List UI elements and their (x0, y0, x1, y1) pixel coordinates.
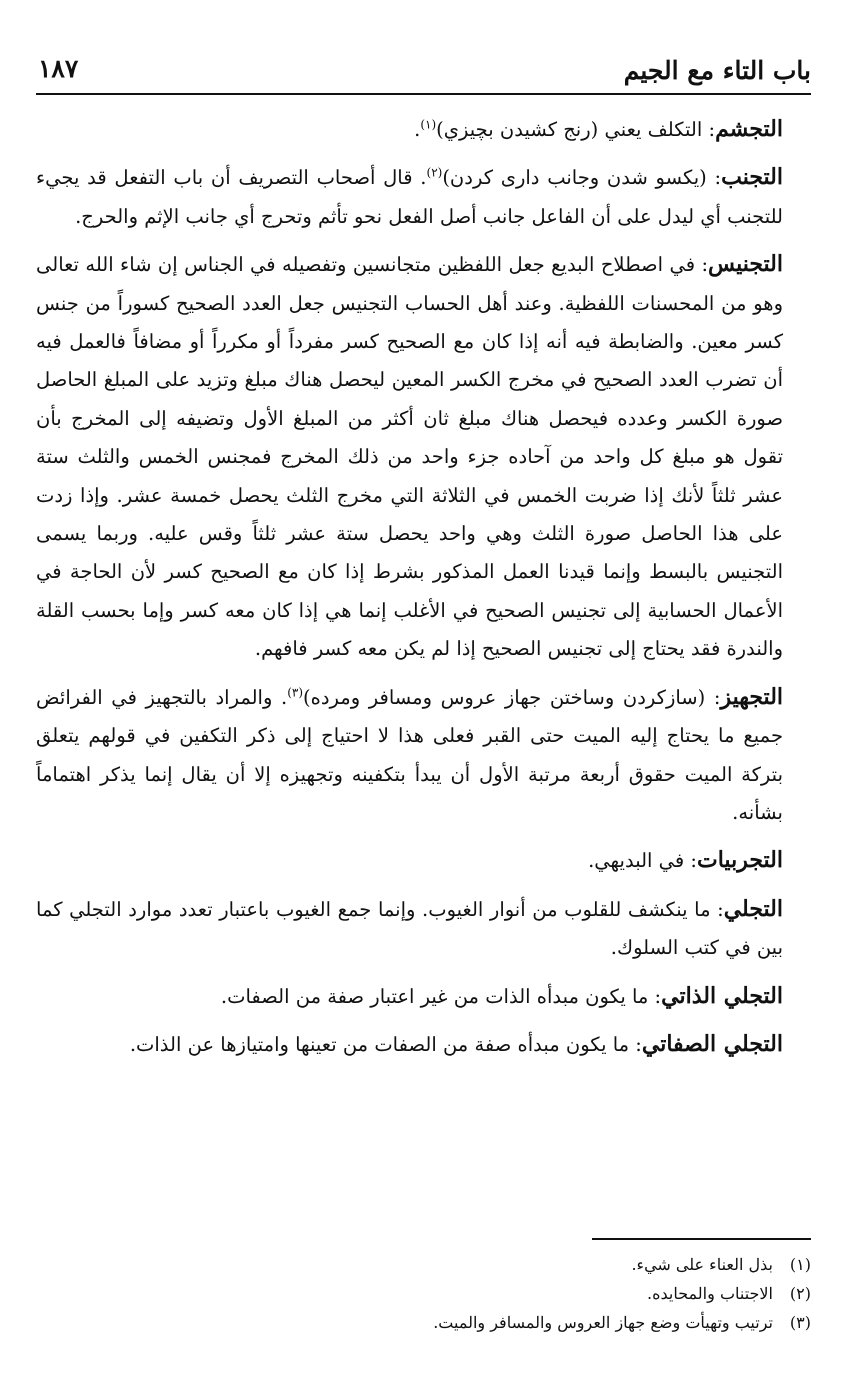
entry-tajannub (36, 158, 811, 236)
entry-tajhiz (36, 678, 811, 833)
entry-text: التكلف يعني (رنج كشيدن بچيزي) (436, 118, 703, 141)
footnote-text: بذل العناء على شيء. (631, 1255, 773, 1274)
entry-term: التجربيات (697, 847, 783, 874)
entry-tajashshum (36, 110, 811, 149)
entry-term: التجهيز (720, 683, 784, 710)
entry-text: ما يكون مبدأه صفة من الصفات من تعينها وامتيازها عن الذات. (129, 1032, 630, 1056)
footnote-ref[interactable]: (١) (420, 117, 437, 132)
footnote-divider (592, 1238, 811, 1240)
entry-term: التجنب (721, 164, 783, 191)
footnote-number: (١) (789, 1255, 811, 1274)
entry-text: في اصطلاح البديع جعل اللفظين متجانسين وتفصيله في الجناس إن شاء الله تعالى وهو من المحسنات اللفظية. وعند أهل الحساب التجنيس جعل العدد الصحيح كسوراً من جنس كسر معين. والضابطة فيه أنه إذا كان مع الصحيح كسر مفرداً أو مكرراً أو مضافاً فالعمل فيه أن تضرب العدد الصحيح في مخرج الكسر المعين ليحصل هناك مبلغ وتزيد على المبلغ الحاصل صورة الكسر وعدده فيحصل هناك مبلغ ثان أكثر من المبلغ الأول وتضيفه إلى المخرج بأن تقول هو مبلغ كل واحد من آحاده جزء واحد من ذلك المخرج فمجنس الخمس والثلث ستة عشر ثلثاً لأنك إذا ضربت الخمس في الثلاثة التي مخرج الثلث يحصل خمسة عشر. وإذا زدت على هذا الحاصل صورة الثلث وهي واحد يحصل ستة عشر ثلثاً وقس عليه. وربما يسمى التجنيس بالبسط وإنما قيدنا العمل المذكور بشرط إذا كان مع الصحيح كسر لأن الحاجة في الأعمال الحسابية إلى تجنيس الصحيح في الأغلب إنما هي إذا كان معه كسر وإما بحسب القلة والندرة فقد يحتاج إلى تجنيس الصحيح إذا لم يكن معه كسر فافهم. (36, 253, 783, 661)
entry-separator: : (706, 166, 722, 190)
entry-text-after: . قال أصحاب التصريف أن باب التفعل قد يجيء للتجنب أي ليدل على أن الفاعل جانب أصل الفعل نحو تأثم وتحرج أي جانب الإثم والحرج. (36, 166, 783, 228)
footnote-number: (٢) (789, 1284, 811, 1303)
footnote-item (36, 1250, 811, 1279)
footnote-text: الاجتناب والمحايده. (647, 1284, 773, 1303)
footnotes (36, 1250, 811, 1337)
entry-separator: : (702, 118, 716, 141)
entry-term: التجشم (715, 116, 783, 142)
entry-term: التجنيس (708, 251, 783, 278)
page-header (36, 52, 811, 92)
entry-tajalli (36, 890, 811, 968)
entry-term: التجلي الذاتي (661, 982, 783, 1009)
footnote-number: (٣) (789, 1313, 811, 1332)
entry-text: ما يكون مبدأه الذات من غير اعتبار صفة من الصفات. (220, 984, 649, 1008)
entry-text: (يكسو شدن وجانب داری کردن) (442, 166, 707, 190)
entry-tajnis (36, 245, 811, 668)
entry-separator: : (710, 897, 724, 921)
entry-separator: : (684, 849, 698, 873)
entry-text: (سازكردن وساختن جهاز عروس ومسافر ومرده) (303, 685, 706, 709)
entry-term: التجلي الصفاتي (641, 1030, 783, 1057)
entry-term: التجلي (723, 895, 783, 922)
entry-tajribiyyat (36, 841, 811, 880)
entry-separator: : (629, 1032, 642, 1056)
entry-separator: : (695, 253, 709, 277)
entry-text: ما ينكشف للقلوب من أنوار الغيوب. وإنما جمع الغيوب باعتبار تعدد موارد التجلي كما بين في كتب السلوك. (36, 897, 783, 960)
entry-text-after: . والمراد بالتجهيز في الفرائض جميع ما يحتاج إليه الميت حتى القبر فعلى هذا لا احتياج إلى ذكر التكفين في قولهم يتعلق بتركة الميت حقوق أربعة مرتبة الأول أن يبدأ بتكفينه وتجهيزه إلا أن يقال إنما يذكر اهتماماً بشأنه. (36, 685, 783, 824)
footnote-text: ترتيب وتهيأت وضع جهاز العروس والمسافر والميت. (433, 1313, 773, 1332)
footnote-ref[interactable]: (٣) (287, 685, 304, 700)
footnote-item (36, 1308, 811, 1337)
entry-separator: : (705, 685, 721, 709)
entry-separator: : (648, 984, 662, 1008)
entry-text-after: . (414, 118, 421, 141)
entry-tajalli-sifati (36, 1025, 811, 1064)
chapter-title: باب التاء مع الجيم (623, 56, 811, 85)
page-number: ١٨٧ (38, 54, 79, 83)
footnote-item (36, 1279, 811, 1308)
dictionary-entries (36, 110, 811, 1073)
entry-tajalli-dhati (36, 977, 811, 1016)
header-divider (36, 93, 811, 95)
entry-text: في البديهي. (588, 849, 685, 873)
footnote-ref[interactable]: (٢) (426, 165, 443, 180)
